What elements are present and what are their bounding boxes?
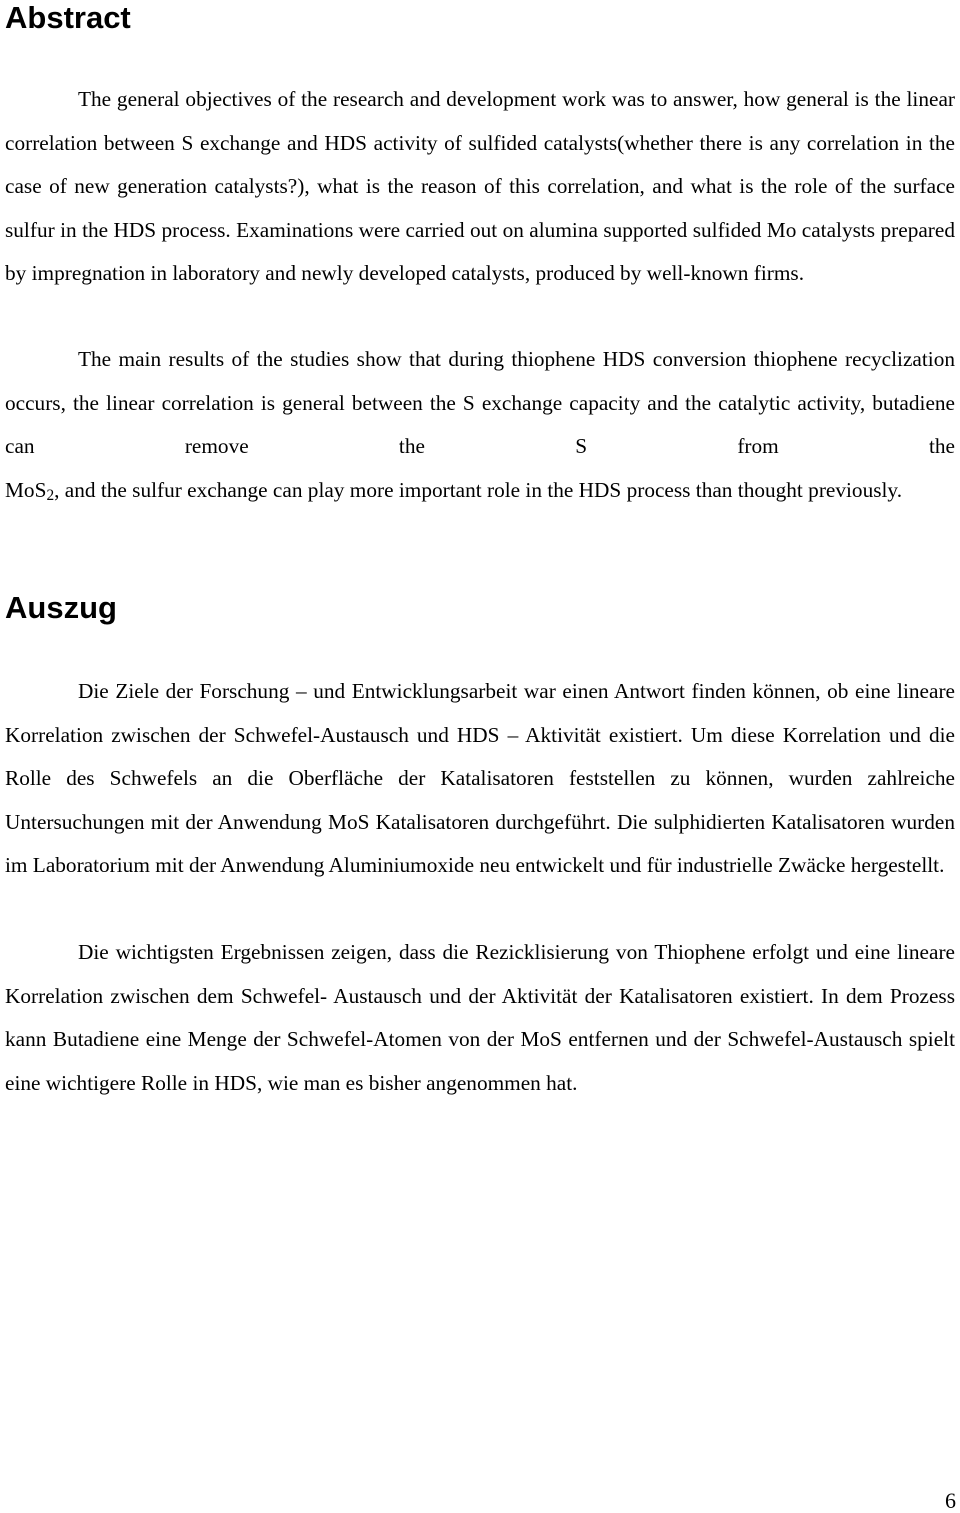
auszug-paragraph-2: Die wichtigsten Ergebnissen zeigen, dass die Rezicklisierung von Thiophene erfolgt und eine lineare Korrelation zwischen dem Schwefel- Austausch und der Aktivität der Katalisatoren existiert. In dem Prozess kann Butadiene eine Menge der Schwefel-Atomen von der MoS entfernen und der Schwefel-Austausch spielt eine wichtigere Rolle in HDS, wie man es bisher angenommen hat.	[5, 940, 955, 1095]
mos2-formula	[5, 478, 902, 502]
page-number: 6	[945, 1488, 956, 1513]
abstract-paragraph-1: The general objectives of the research and development work was to answer, how general is the linear correlation between S exchange and HDS activity of sulfided catalysts(whether there is any correlation in the case of new generation catalysts?), what is the reason of this correlation, and what is the role of the surface sulfur in the HDS process. Examinations were carried out on alumina supported sulfided Mo catalysts prepared by impregnation in laboratory and newly developed catalysts, produced by well-known firms.	[5, 87, 955, 286]
abstract-paragraph-2-text-before: The main results of the studies show that during thiophene HDS conversion thiophene recyclization occurs, the linear correlation is general between the S exchange capacity and the catalytic activity, butadiene can remove the S from the	[5, 347, 955, 459]
mos2-formula-subscript: 2	[46, 486, 55, 504]
abstract-paragraph-2-text-after: , and the sulfur exchange can play more important role in the HDS process than thought previously.	[54, 477, 903, 502]
auszug-heading: Auszug	[5, 590, 117, 625]
abstract-heading: Abstract	[5, 0, 131, 35]
abstract-paragraph-2	[5, 338, 955, 512]
auszug-paragraph-1: Die Ziele der Forschung – und Entwicklungsarbeit war einen Antwort finden können, ob eine lineare Korrelation zwischen der Schwefel-Austausch und HDS – Aktivität existiert. Um diese Korrelation und die Rolle des Schwefels an die Oberfläche der Katalisatoren feststellen zu können, wurden zahlreiche Untersuchungen mit der Anwendung MoS Katalisatoren durchgeführt. Die sulphidierten Katalisatoren wurden im Laboratorium mit der Anwendung Aluminiumoxide neu entwickelt und für industrielle Zwäcke hergestellt.	[5, 679, 955, 878]
mos2-formula-base: MoS	[5, 477, 47, 502]
